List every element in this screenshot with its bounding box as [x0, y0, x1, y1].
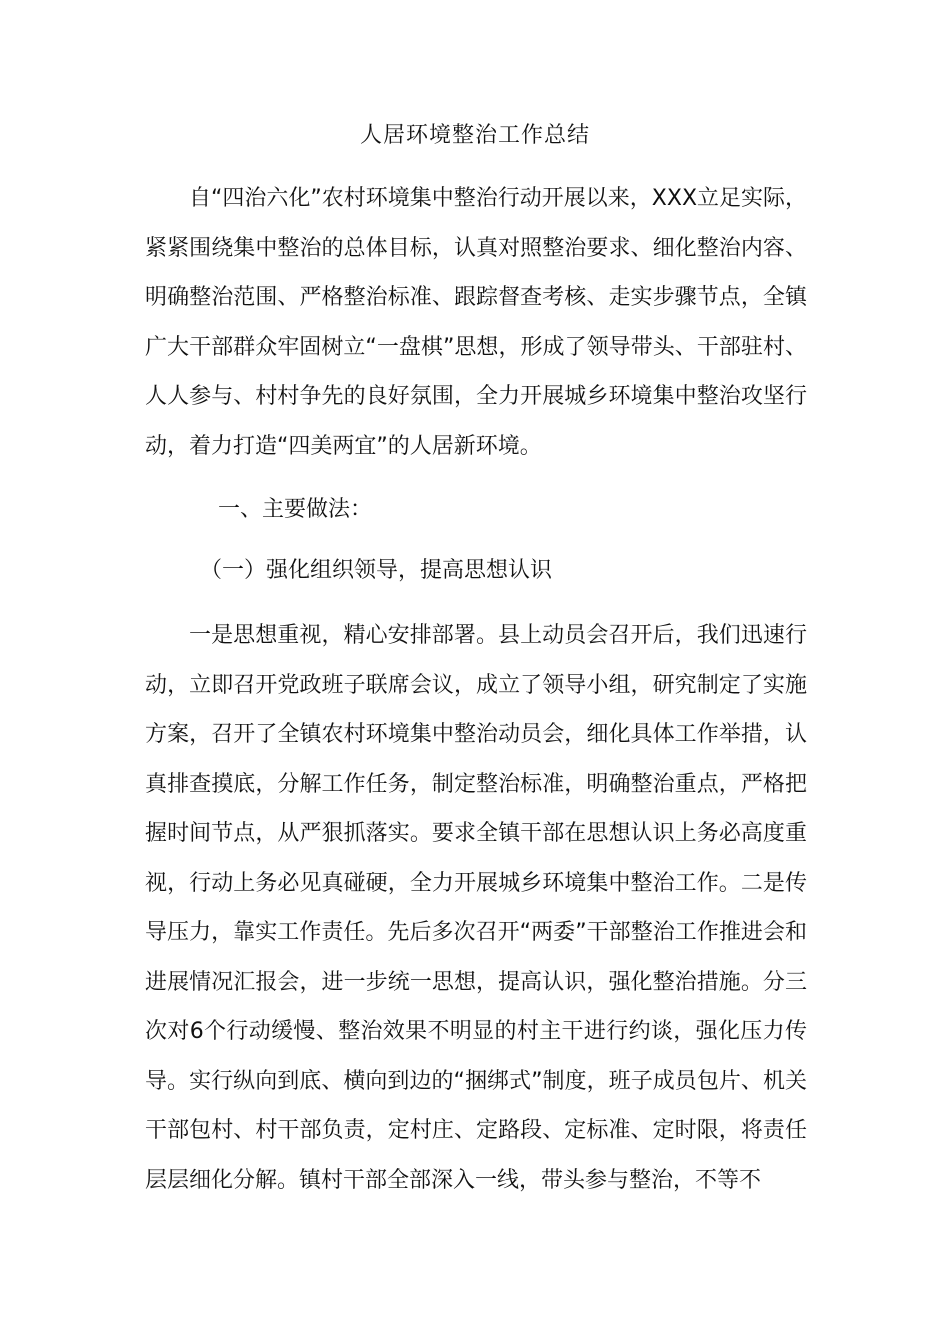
- body-paragraph: 一是思想重视，精心安排部署。县上动员会召开后，我们迅速行动，立即召开党政班子联席会议，成立了领导小组，研究制定了实施方案，召开了全镇农村环境集中整治动员会，细化具体工作举措，认真排查摸底，分解工作任务，制定整治标准，明确整治重点，严格把握时间节点，从严狠抓落实。要求全镇干部在思想认识上务必高度重视，行动上务必见真碰硬，全力开展城乡环境集中整治工作。二是传导压力，靠实工作责任。先后多次召开“两委”干部整治工作推进会和进展情况汇报会，进一步统一思想，提高认识，强化整治措施。分三次对6个行动缓慢、整治效果不明显的村主干进行约谈，强化压力传导。实行纵向到底、横向到边的“捆绑式”制度，班子成员包片、机关干部包村、村干部负责，定村庄、定路段、定标准、定时限，将责任层层细化分解。镇村干部全部深入一线，带头参与整治，不等不: [145, 623, 807, 1193]
- document-title: 人居环境整治工作总结: [359, 123, 590, 148]
- subsection-heading: （一）强化组织领导，提高思想认识: [200, 558, 553, 583]
- intro-paragraph: 自“四治六化”农村环境集中整治行动开展以来，XXX立足实际，紧紧围绕集中整治的总体目标，认真对照整治要求、细化整治内容、明确整治范围、严格整治标准、跟踪督查考核、走实步骤节点，全镇广大干部群众牢固树立“一盘棋”思想，形成了领导带头、干部驻村、人人参与、村村争先的良好氛围，全力开展城乡环境集中整治攻坚行动，着力打造“四美两宜”的人居新环境。: [145, 186, 808, 459]
- section-heading: 一、主要做法：: [218, 497, 373, 522]
